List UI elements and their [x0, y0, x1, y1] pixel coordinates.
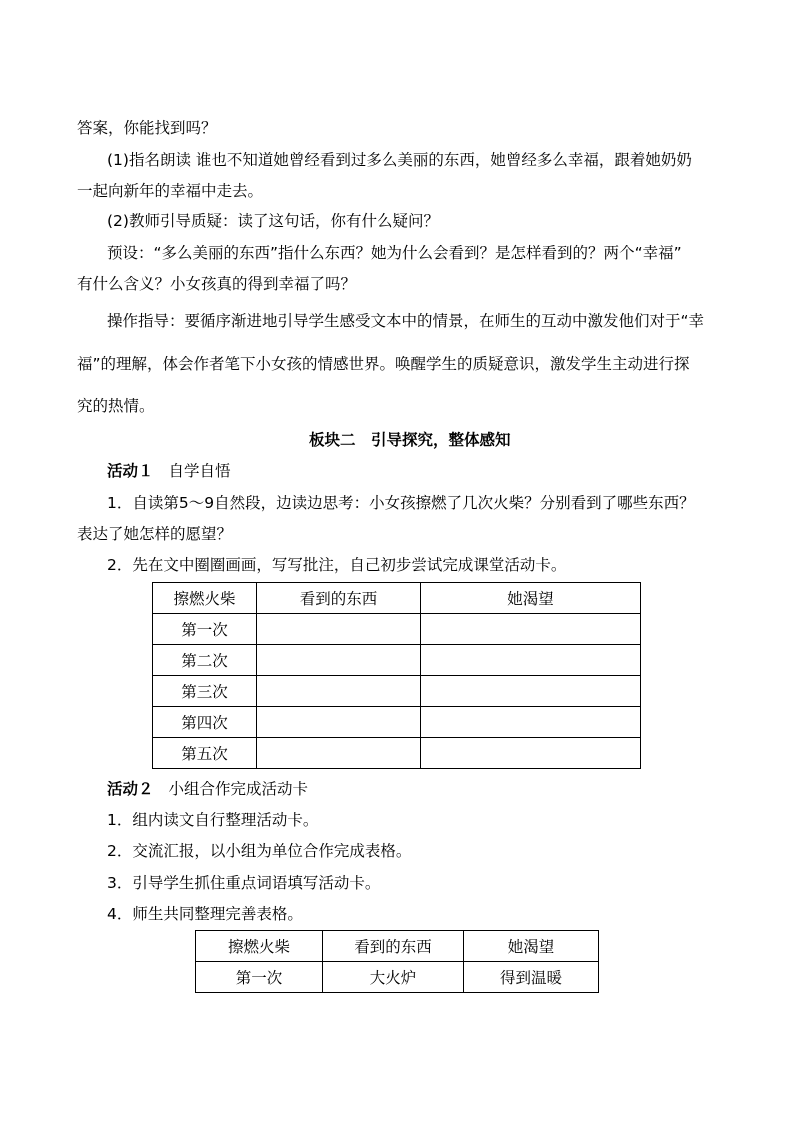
table-row [153, 614, 641, 645]
table-header-cell: 她渴望 [464, 931, 599, 962]
paragraph-text: (1)指名朗读 谁也不知道她曾经看到过多么美丽的东西，她曾经多么幸福，跟着她奶奶 [107, 151, 692, 169]
table-cell [257, 676, 421, 707]
table-header-row [153, 583, 641, 614]
list-item: 表达了她怎样的愿望？ [77, 525, 233, 543]
table-cell [421, 645, 641, 676]
table-header-cell: 她渴望 [421, 583, 641, 614]
table-cell: 第三次 [153, 676, 257, 707]
table-header-cell: 擦燃火柴 [196, 931, 323, 962]
table-row [196, 962, 599, 993]
table-cell: 第五次 [153, 738, 257, 769]
table-row [153, 676, 641, 707]
table-cell [421, 707, 641, 738]
table-cell: 得到温暖 [464, 962, 599, 993]
list-item: 2．交流汇报，以小组为单位合作完成表格。 [107, 842, 412, 860]
paragraph-text: 答案，你能找到吗？ [77, 119, 217, 137]
activity-label: 活动２ [107, 780, 154, 798]
table-cell: 大火炉 [323, 962, 464, 993]
table-header-row [196, 931, 599, 962]
table-cell [257, 707, 421, 738]
paragraph-text: 福”的理解，体会作者笔下小女孩的情感世界。唤醒学生的质疑意识，激发学生主动进行探 [77, 355, 690, 373]
activity-table-1 [152, 582, 641, 769]
table-cell: 第一次 [153, 614, 257, 645]
paragraph-text: 究的热情。 [77, 397, 155, 415]
table-cell: 第二次 [153, 645, 257, 676]
paragraph-text: (2)教师引导质疑：读了这句话，你有什么疑问？ [107, 212, 439, 230]
table-cell: 第四次 [153, 707, 257, 738]
paragraph-text: 操作指导：要循序渐进地引导学生感受文本中的情景，在师生的互动中激发他们对于“幸 [107, 312, 705, 330]
paragraph-text: 有什么含义？小女孩真的得到幸福了吗？ [77, 275, 357, 293]
table-cell [257, 614, 421, 645]
paragraph-text: 预设：“多么美丽的东西”指什么东西？她为什么会看到？是怎样看到的？两个“幸福” [107, 244, 682, 262]
activity-title: 自学自悟 [168, 462, 231, 480]
table-cell [421, 614, 641, 645]
table-row [153, 738, 641, 769]
list-item: 1．自读第5～9自然段，边读边思考：小女孩擦燃了几次火柴？分别看到了哪些东西？ [107, 494, 695, 512]
activity-title: 小组合作完成活动卡 [168, 780, 308, 798]
table-header-cell: 看到的东西 [257, 583, 421, 614]
list-item: 1．组内读文自行整理活动卡。 [107, 811, 319, 829]
activity-heading [107, 464, 230, 480]
activity-table-2 [195, 930, 599, 993]
table-cell [421, 738, 641, 769]
table-cell [257, 645, 421, 676]
activity-heading [107, 782, 308, 798]
table-header-cell: 看到的东西 [323, 931, 464, 962]
table-header-cell: 擦燃火柴 [153, 583, 257, 614]
list-item: 4．师生共同整理完善表格。 [107, 905, 303, 923]
section-title: 板块二 引导探究，整体感知 [309, 431, 511, 449]
list-item: 2．先在文中圈圈画画，写写批注，自己初步尝试完成课堂活动卡。 [107, 556, 567, 574]
table-cell: 第一次 [196, 962, 323, 993]
paragraph-text: 一起向新年的幸福中走去。 [77, 182, 264, 200]
table-row [153, 645, 641, 676]
table-cell [257, 738, 421, 769]
list-item: 3．引导学生抓住重点词语填写活动卡。 [107, 874, 381, 892]
table-cell [421, 676, 641, 707]
activity-label: 活动１ [107, 462, 154, 480]
table-row [153, 707, 641, 738]
